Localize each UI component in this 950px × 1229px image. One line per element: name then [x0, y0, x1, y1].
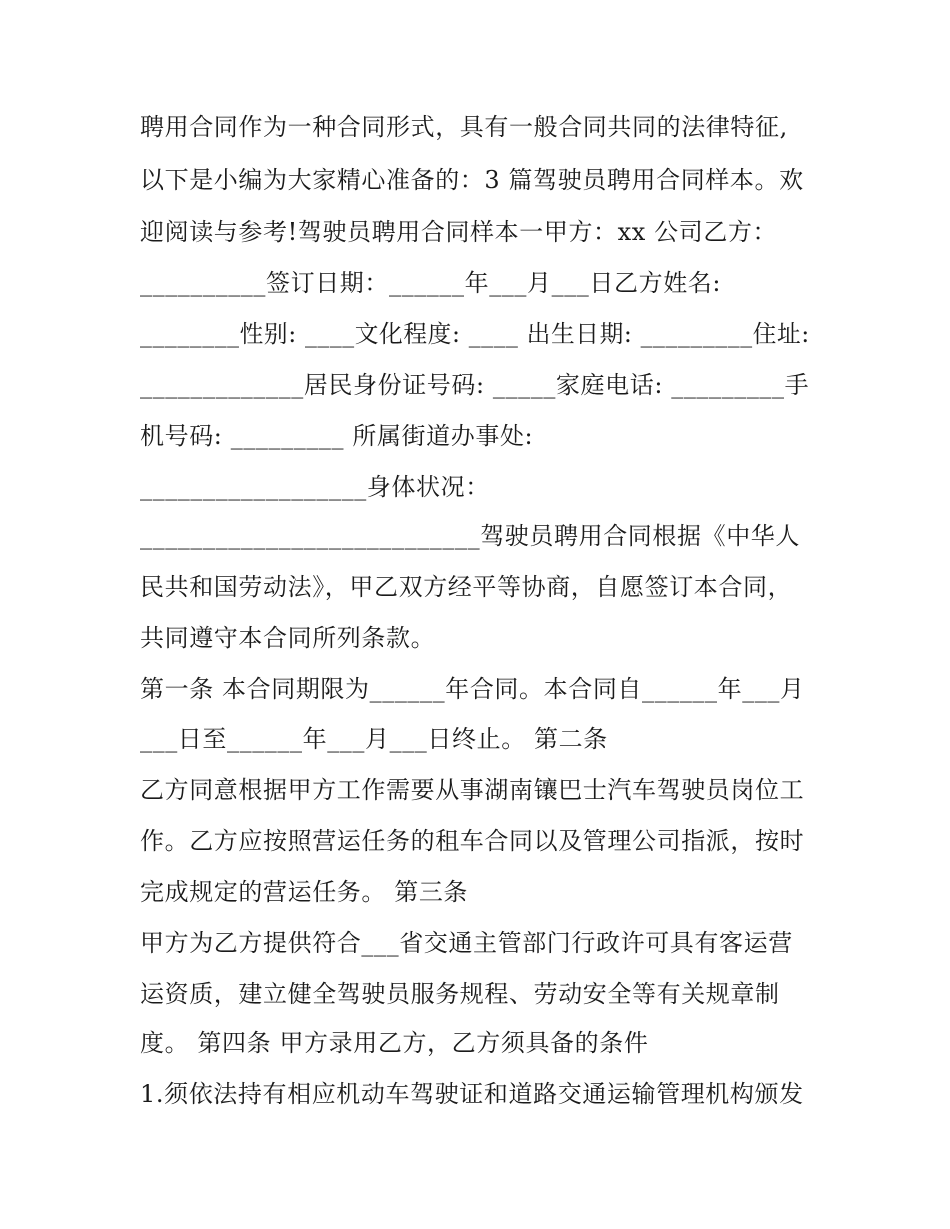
text-line: 乙方同意根据甲方工作需要从事湖南镶巴士汽车驾驶员岗位工 [140, 776, 805, 804]
text-line: __________签订日期：______年___月___日乙方姓名: [140, 269, 722, 297]
text-line: 共同遵守本合同所列条款。 [140, 624, 436, 652]
text-line: 聘用合同作为一种合同形式，具有一般合同共同的法律特征, [140, 113, 788, 141]
text-line: 民共和国劳动法》，甲乙双方经平等协商，自愿签订本合同， [140, 573, 793, 601]
text-line: 作。乙方应按照营运任务的租车合同以及管理公司指派，按时 [140, 827, 805, 855]
text-line: __________________身体状况： [140, 473, 490, 501]
text-line: 迎阅读与参考!驾驶员聘用合同样本一甲方：xx 公司乙方： [140, 218, 778, 246]
text-line: 机号码: _________ 所属街道办事处: [140, 422, 534, 450]
text-line: 度。 第四条 甲方录用乙方，乙方须具备的条件 [140, 1029, 649, 1057]
text-line: ___________________________驾驶员聘用合同根据《中华人 [140, 522, 800, 550]
text-line: 以下是小编为大家精心准备的：3 篇驾驶员聘用合同样本。欢 [140, 166, 804, 194]
text-line: ___日至______年___月___日终止。 第二条 [140, 725, 608, 753]
text-line: _____________居民身份证号码: _____家庭电话: _________手 [140, 371, 810, 399]
text-line: ________性别: ____文化程度: ____ 出生日期: _________住址: [140, 320, 810, 348]
text-line: 1.须依法持有相应机动车驾驶证和道路交通运输管理机构颁发 [140, 1080, 804, 1108]
text-line: 完成规定的营运任务。 第三条 [140, 878, 469, 906]
text-line: 运资质，建立健全驾驶员服务规程、劳动安全等有关规章制 [140, 980, 780, 1008]
text-line: 甲方为乙方提供符合___省交通主管部门行政许可具有客运营 [140, 929, 793, 957]
text-line: 第一条 本合同期限为______年合同。本合同自______年___月 [140, 675, 805, 703]
